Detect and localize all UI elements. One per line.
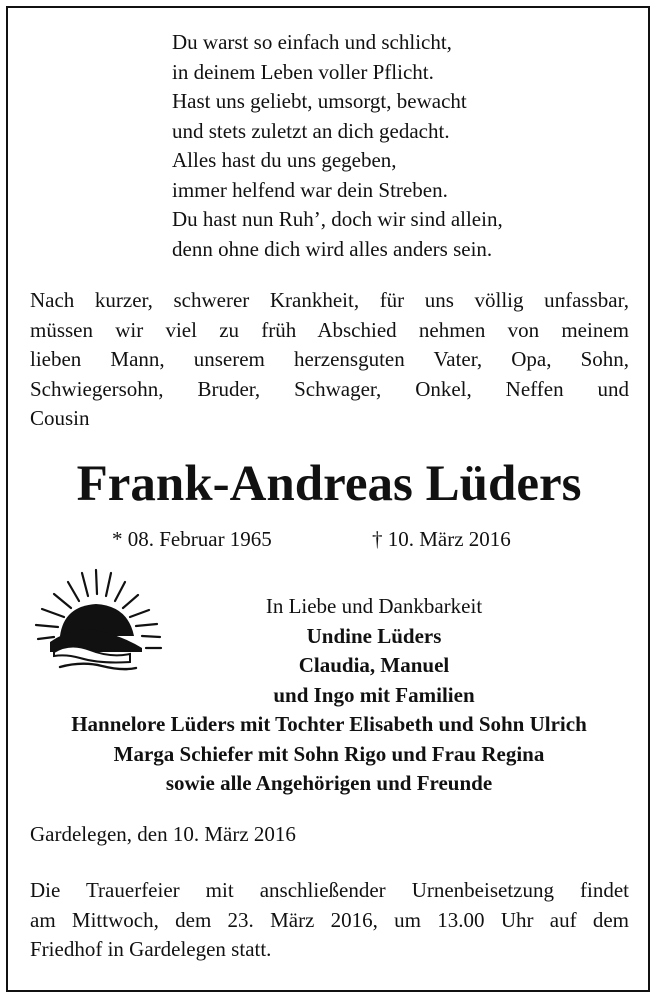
poem-line: in deinem Leben voller Pflicht. (172, 59, 434, 84)
poem-line: Hast uns geliebt, umsorgt, bewacht (172, 89, 467, 113)
mourner-name: Claudia, Manuel (298, 653, 450, 677)
poem-line: denn ohne dich wird alles anders sein. (172, 236, 493, 261)
poem-line: immer helfend war dein Streben. (172, 177, 448, 202)
mourner-name: Undine Lüders (306, 623, 442, 648)
mourners-block (0, 592, 658, 799)
mourner-name: Marga Schiefer mit Sohn Rigo und Frau Regina (113, 741, 545, 766)
intro-line: Nach kurzer, schwerer Krankheit, für uns völlig unfassbar, (30, 288, 629, 312)
intro-line: müssen wir viel zu früh Abschied nehmen von meinem (30, 317, 629, 342)
intro-line: lieben Mann, unserem herzensguten Vater, Opa, Sohn, (30, 347, 629, 371)
deceased-name: Frank-Andreas Lüders (76, 456, 582, 512)
mourners-heading: In Liebe und Dankbarkeit (265, 594, 483, 618)
birth-date: * 08. Februar 1965 (112, 527, 272, 551)
death-date: † 10. März 2016 (372, 527, 511, 551)
place-date: Gardelegen, den 10. März 2016 (30, 822, 296, 846)
poem-line: Du warst so einfach und schlicht, (172, 30, 452, 54)
poem-line: Alles hast du uns gegeben, (172, 148, 397, 172)
intro-paragraph (30, 286, 629, 434)
mourner-name: sowie alle Angehörigen und Freunde (165, 771, 493, 795)
intro-line: Schwiegersohn, Bruder, Schwager, Onkel, Neffen und (30, 376, 629, 401)
funeral-line: Die Trauerfeier mit anschließender Urnenbeisetzung findet (30, 878, 629, 902)
poem-line: Du hast nun Ruh’, doch wir sind allein, (172, 207, 503, 231)
poem-line: und stets zuletzt an dich gedacht. (172, 118, 450, 143)
mourner-name: und Ingo mit Familien (273, 682, 475, 707)
mourner-name: Hannelore Lüders mit Tochter Elisabeth und Sohn Ulrich (71, 712, 587, 736)
poem (172, 28, 503, 264)
intro-line: Cousin (30, 406, 90, 430)
funeral-paragraph (30, 876, 629, 965)
funeral-line: am Mittwoch, dem 23. März 2016, um 13.00 Uhr auf dem (30, 907, 629, 932)
funeral-line: Friedhof in Gardelegen statt. (30, 937, 272, 961)
